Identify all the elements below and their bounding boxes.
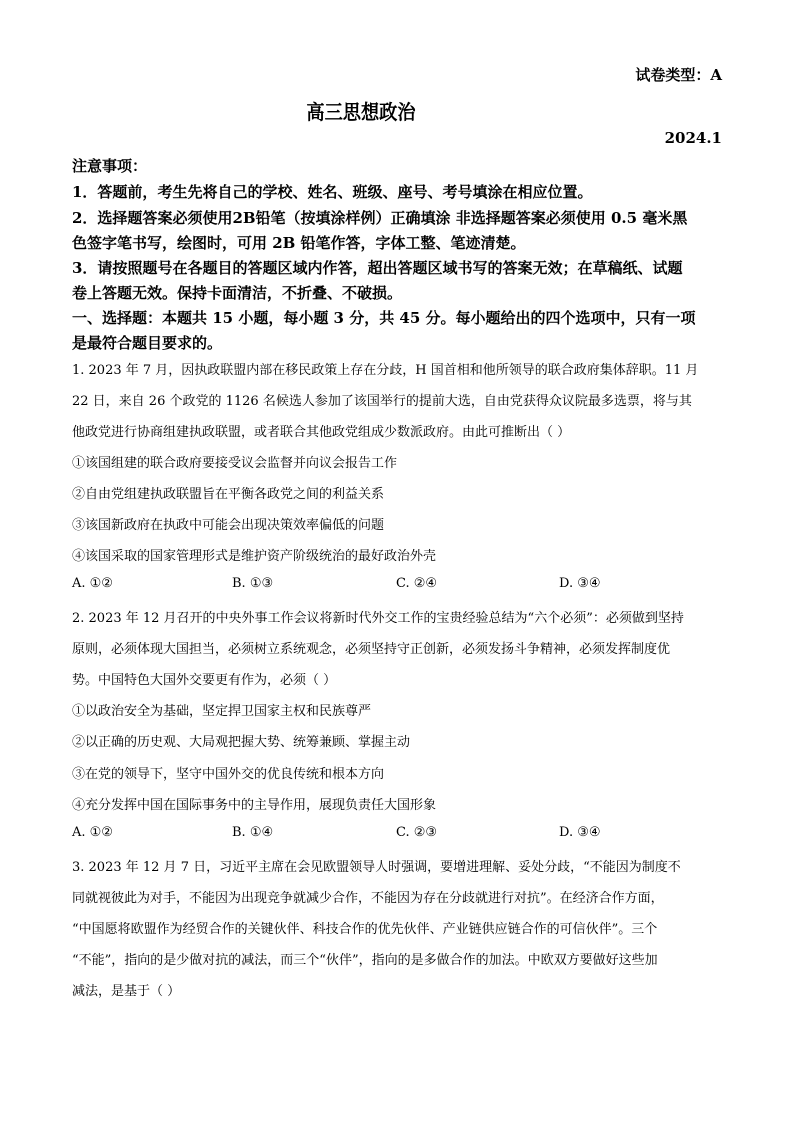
question-1-option-d: D. ③④ bbox=[559, 576, 601, 591]
question-2-statement: ④充分发挥中国在国际事务中的主导作用，展现负责任大国形象 bbox=[72, 798, 437, 813]
question-3-stem: 同就视彼此为对手，不能因为出现竞争就减少合作，不能因为存在分歧就进行对抗”。在经济合作方面， bbox=[72, 891, 664, 906]
question-1-stem: 1. 2023 年 7 月，因执政联盟内部在移民政策上存在分歧，H 国首相和他所领导的联合政府集体辞职。11 月 bbox=[72, 363, 699, 378]
notice-item: 色签字笔书写，绘图时，可用 2B 铅笔作答，字体工整、笔迹清楚。 bbox=[72, 234, 526, 252]
question-2-stem: 势。中国特色大国外交要更有作为，必须（ ） bbox=[72, 673, 337, 688]
question-1-option-b: B. ①③ bbox=[232, 576, 274, 591]
question-1-statement: ②自由党组建执政联盟旨在平衡各政党之间的利益关系 bbox=[72, 487, 385, 502]
question-2-stem: 原则，必须体现大国担当，必须树立系统观念，必须坚持守正创新，必须发扬斗争精神，必须发挥制度优 bbox=[72, 642, 671, 657]
question-3-stem: “中国愿将欧盟作为经贸合作的关键伙伴、科技合作的优先伙伴、产业链供应链合作的可信伙伴”。三个 bbox=[72, 922, 658, 937]
question-1-option-a: A. ①② bbox=[72, 576, 113, 591]
question-2-statement: ②以正确的历史观、大局观把握大势、统筹兼顾、掌握主动 bbox=[72, 735, 411, 750]
question-2-statement: ③在党的领导下，坚守中国外交的优良传统和根本方向 bbox=[72, 767, 385, 782]
question-1-stem: 他政党进行协商组建执政联盟，或者联合其他政党组成少数派政府。由此可推断出（ ） bbox=[72, 425, 571, 440]
question-3-stem: 3. 2023 年 12 月 7 日，习近平主席在会见欧盟领导人时强调，要增进理解、妥处分歧，“不能因为制度不 bbox=[72, 860, 681, 875]
question-3-stem: “不能”，指向的是少做对抗的减法，而三个“伙伴”，指向的是多做合作的加法。中欧双方要做好这些加 bbox=[72, 953, 658, 968]
question-2-option-a: A. ①② bbox=[72, 825, 113, 840]
question-3-stem: 减法，是基于（ ） bbox=[72, 984, 181, 999]
question-2-statement: ①以政治安全为基础，坚定捍卫国家主权和民族尊严 bbox=[72, 704, 372, 719]
notice-item: 2．选择题答案必须使用2B铅笔（按填涂样例）正确填涂 非选择题答案必须使用 0.5 毫米黑 bbox=[72, 209, 688, 227]
question-1-option-c: C. ②④ bbox=[396, 576, 438, 591]
page-title: 高三思想政治 bbox=[306, 100, 416, 124]
question-2-option-d: D. ③④ bbox=[559, 825, 601, 840]
notice-heading: 注意事项： bbox=[72, 157, 148, 175]
question-1-statement: ③该国新政府在执政中可能会出现决策效率偏低的问题 bbox=[72, 518, 385, 533]
notice-item: 3．请按照题号在各题目的答题区域内作答，超出答题区域书写的答案无效；在草稿纸、试题 bbox=[72, 259, 683, 277]
exam-date: 2024.1 bbox=[664, 129, 722, 147]
paper-type: 试卷类型：A bbox=[635, 66, 722, 84]
question-1-statement: ④该国采取的国家管理形式是维护资产阶级统治的最好政治外壳 bbox=[72, 549, 437, 564]
section-heading: 一、选择题：本题共 15 小题，每小题 3 分，共 45 分。每小题给出的四个选项中，只有一项 bbox=[72, 309, 696, 327]
notice-item: 卷上答题无效。保持卡面清洁，不折叠、不破损。 bbox=[72, 284, 403, 302]
question-1-stem: 22 日，来自 26 个政党的 1126 名候选人参加了该国举行的提前大选，自由党获得众议院最多选票，将与其 bbox=[72, 394, 692, 409]
question-1-statement: ①该国组建的联合政府要接受议会监督并向议会报告工作 bbox=[72, 456, 398, 471]
question-2-option-c: C. ②③ bbox=[396, 825, 438, 840]
question-2-option-b: B. ①④ bbox=[232, 825, 274, 840]
section-heading: 是最符合题目要求的。 bbox=[72, 334, 223, 352]
notice-item: 1．答题前，考生先将自己的学校、姓名、班级、座号、考号填涂在相应位置。 bbox=[72, 183, 593, 201]
question-2-stem: 2. 2023 年 12 月召开的中央外事工作会议将新时代外交工作的宝贵经验总结为“六个必须”：必须做到坚持 bbox=[72, 611, 684, 626]
